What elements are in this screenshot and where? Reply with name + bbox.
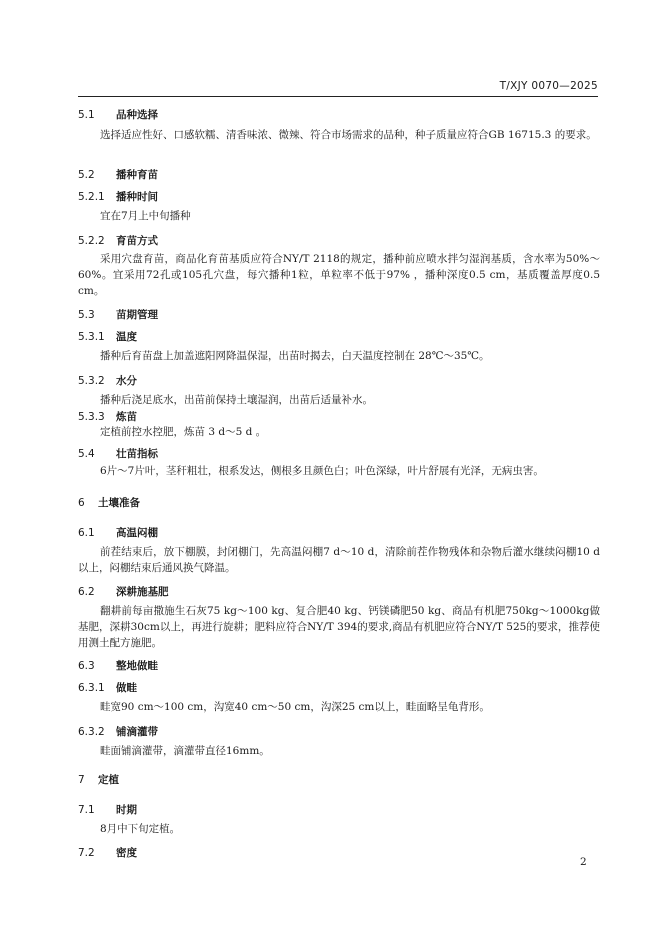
section-heading: [78, 680, 137, 695]
section-title: 时期: [116, 804, 137, 816]
section-number: 5.4: [78, 448, 95, 460]
document-code: T/XJY 0070—2025: [499, 80, 598, 92]
paragraph: 8月中下旬定植。: [100, 823, 181, 835]
section-number: 5.3: [78, 309, 95, 321]
section-title: 铺滴灌带: [116, 726, 158, 738]
section-number: 6.3.2: [78, 726, 105, 738]
paragraph: 播种后育苗盘上加盖遮阳网降温保湿，出苗时揭去，白天温度控制在 28℃～35℃。: [100, 350, 490, 362]
section-title: 土壤准备: [98, 497, 140, 509]
paragraph: 选择适应性好、口感软糯、清香味浓、微辣、符合市场需求的品种，种子质量应符合GB 16715.3 的要求。: [100, 129, 597, 141]
section-heading: [78, 167, 158, 182]
paragraph: 播种后浇足底水，出苗前保持土壤湿润，出苗后适量补水。: [100, 394, 373, 406]
section-number: 6.1: [78, 527, 95, 539]
section-number: 5.1: [78, 109, 95, 121]
section-number: 7: [78, 774, 85, 786]
section-number: 5.3.1: [78, 331, 105, 343]
section-number: 7.1: [78, 804, 95, 816]
section-title: 炼苗: [116, 411, 137, 423]
section-title: 苗期管理: [116, 309, 158, 321]
paragraph: 宜在7月上中旬播种: [100, 210, 191, 222]
section-heading: [78, 724, 158, 739]
page-number: 2: [580, 856, 587, 868]
section-heading: [78, 802, 137, 817]
section-heading: [78, 525, 158, 540]
section-heading: [78, 107, 158, 122]
header-rule: [78, 96, 598, 97]
section-title: 育苗方式: [116, 235, 158, 247]
paragraph: 采用穴盘育苗，商品化育苗基质应符合NY/T 2118的规定，播种前应喷水拌匀湿润基质，含水率为50%～60%。宜采用72孔或105孔穴盘，每穴播种1粒，单粒率不低于97% ，播种深度0.5 cm，基质覆盖厚度0.5 cm。: [78, 253, 600, 297]
section-number: 6.2: [78, 586, 95, 598]
section-title: 密度: [116, 847, 137, 859]
section-number: 6: [78, 497, 85, 509]
section-number: 5.2.2: [78, 235, 105, 247]
section-number: 5.3.2: [78, 375, 105, 387]
section-number: 5.2.1: [78, 191, 105, 203]
section-number: 7.2: [78, 847, 95, 859]
section-title: 播种时间: [116, 191, 158, 203]
section-number: 6.3: [78, 660, 95, 672]
section-heading: [78, 446, 158, 461]
section-title: 整地做畦: [116, 660, 158, 672]
section-heading: [78, 329, 137, 344]
section-title: 做畦: [116, 682, 137, 694]
section-title: 播种育苗: [116, 169, 158, 181]
section-heading: [78, 409, 137, 424]
section-title: 品种选择: [116, 109, 158, 121]
section-title: 高温闷棚: [116, 527, 158, 539]
section-heading: [78, 495, 140, 510]
section-heading: [78, 189, 158, 204]
section-title: 温度: [116, 331, 137, 343]
section-heading: [78, 772, 119, 787]
section-heading: [78, 584, 169, 599]
paragraph: 6片～7片叶，茎秆粗壮，根系发达，侧根多且颜色白；叶色深绿，叶片舒展有光泽，无病虫害。: [100, 465, 544, 477]
section-number: 5.3.3: [78, 411, 105, 423]
section-title: 水分: [116, 375, 137, 387]
section-heading: [78, 307, 158, 322]
paragraph: 畦宽90 cm～100 cm，沟宽40 cm～50 cm，沟深25 cm以上，畦面略呈龟背形。: [100, 701, 490, 713]
section-title: 深耕施基肥: [116, 586, 169, 598]
paragraph: 畦面铺滴灌带，滴灌带直径16mm。: [100, 745, 270, 757]
section-number: 5.2: [78, 169, 95, 181]
paragraph: 前茬结束后，放下棚膜，封闭棚门，先高温闷棚7 d～10 d，清除前茬作物残体和杂物后灌水继续闷棚10 d以上，闷棚结束后通风换气降温。: [78, 546, 600, 574]
paragraph: 翻耕前每亩撒施生石灰75 kg～100 kg、复合肥40 kg、钙镁磷肥50 kg、商品有机肥750kg～1000kg做基肥，深耕30cm以上，再进行旋耕；肥料应符合NY/T 394的要求,商品有机肥应符合NY/T 525的要求，推荐使用测土配方施肥。: [78, 605, 600, 649]
section-heading: [78, 373, 137, 388]
section-heading: [78, 658, 158, 673]
section-heading: [78, 845, 137, 860]
section-title: 定植: [98, 774, 119, 786]
section-heading: [78, 233, 158, 248]
paragraph: 定植前控水控肥，炼苗 3 d～5 d 。: [100, 426, 267, 438]
section-number: 6.3.1: [78, 682, 105, 694]
section-title: 壮苗指标: [116, 448, 158, 460]
